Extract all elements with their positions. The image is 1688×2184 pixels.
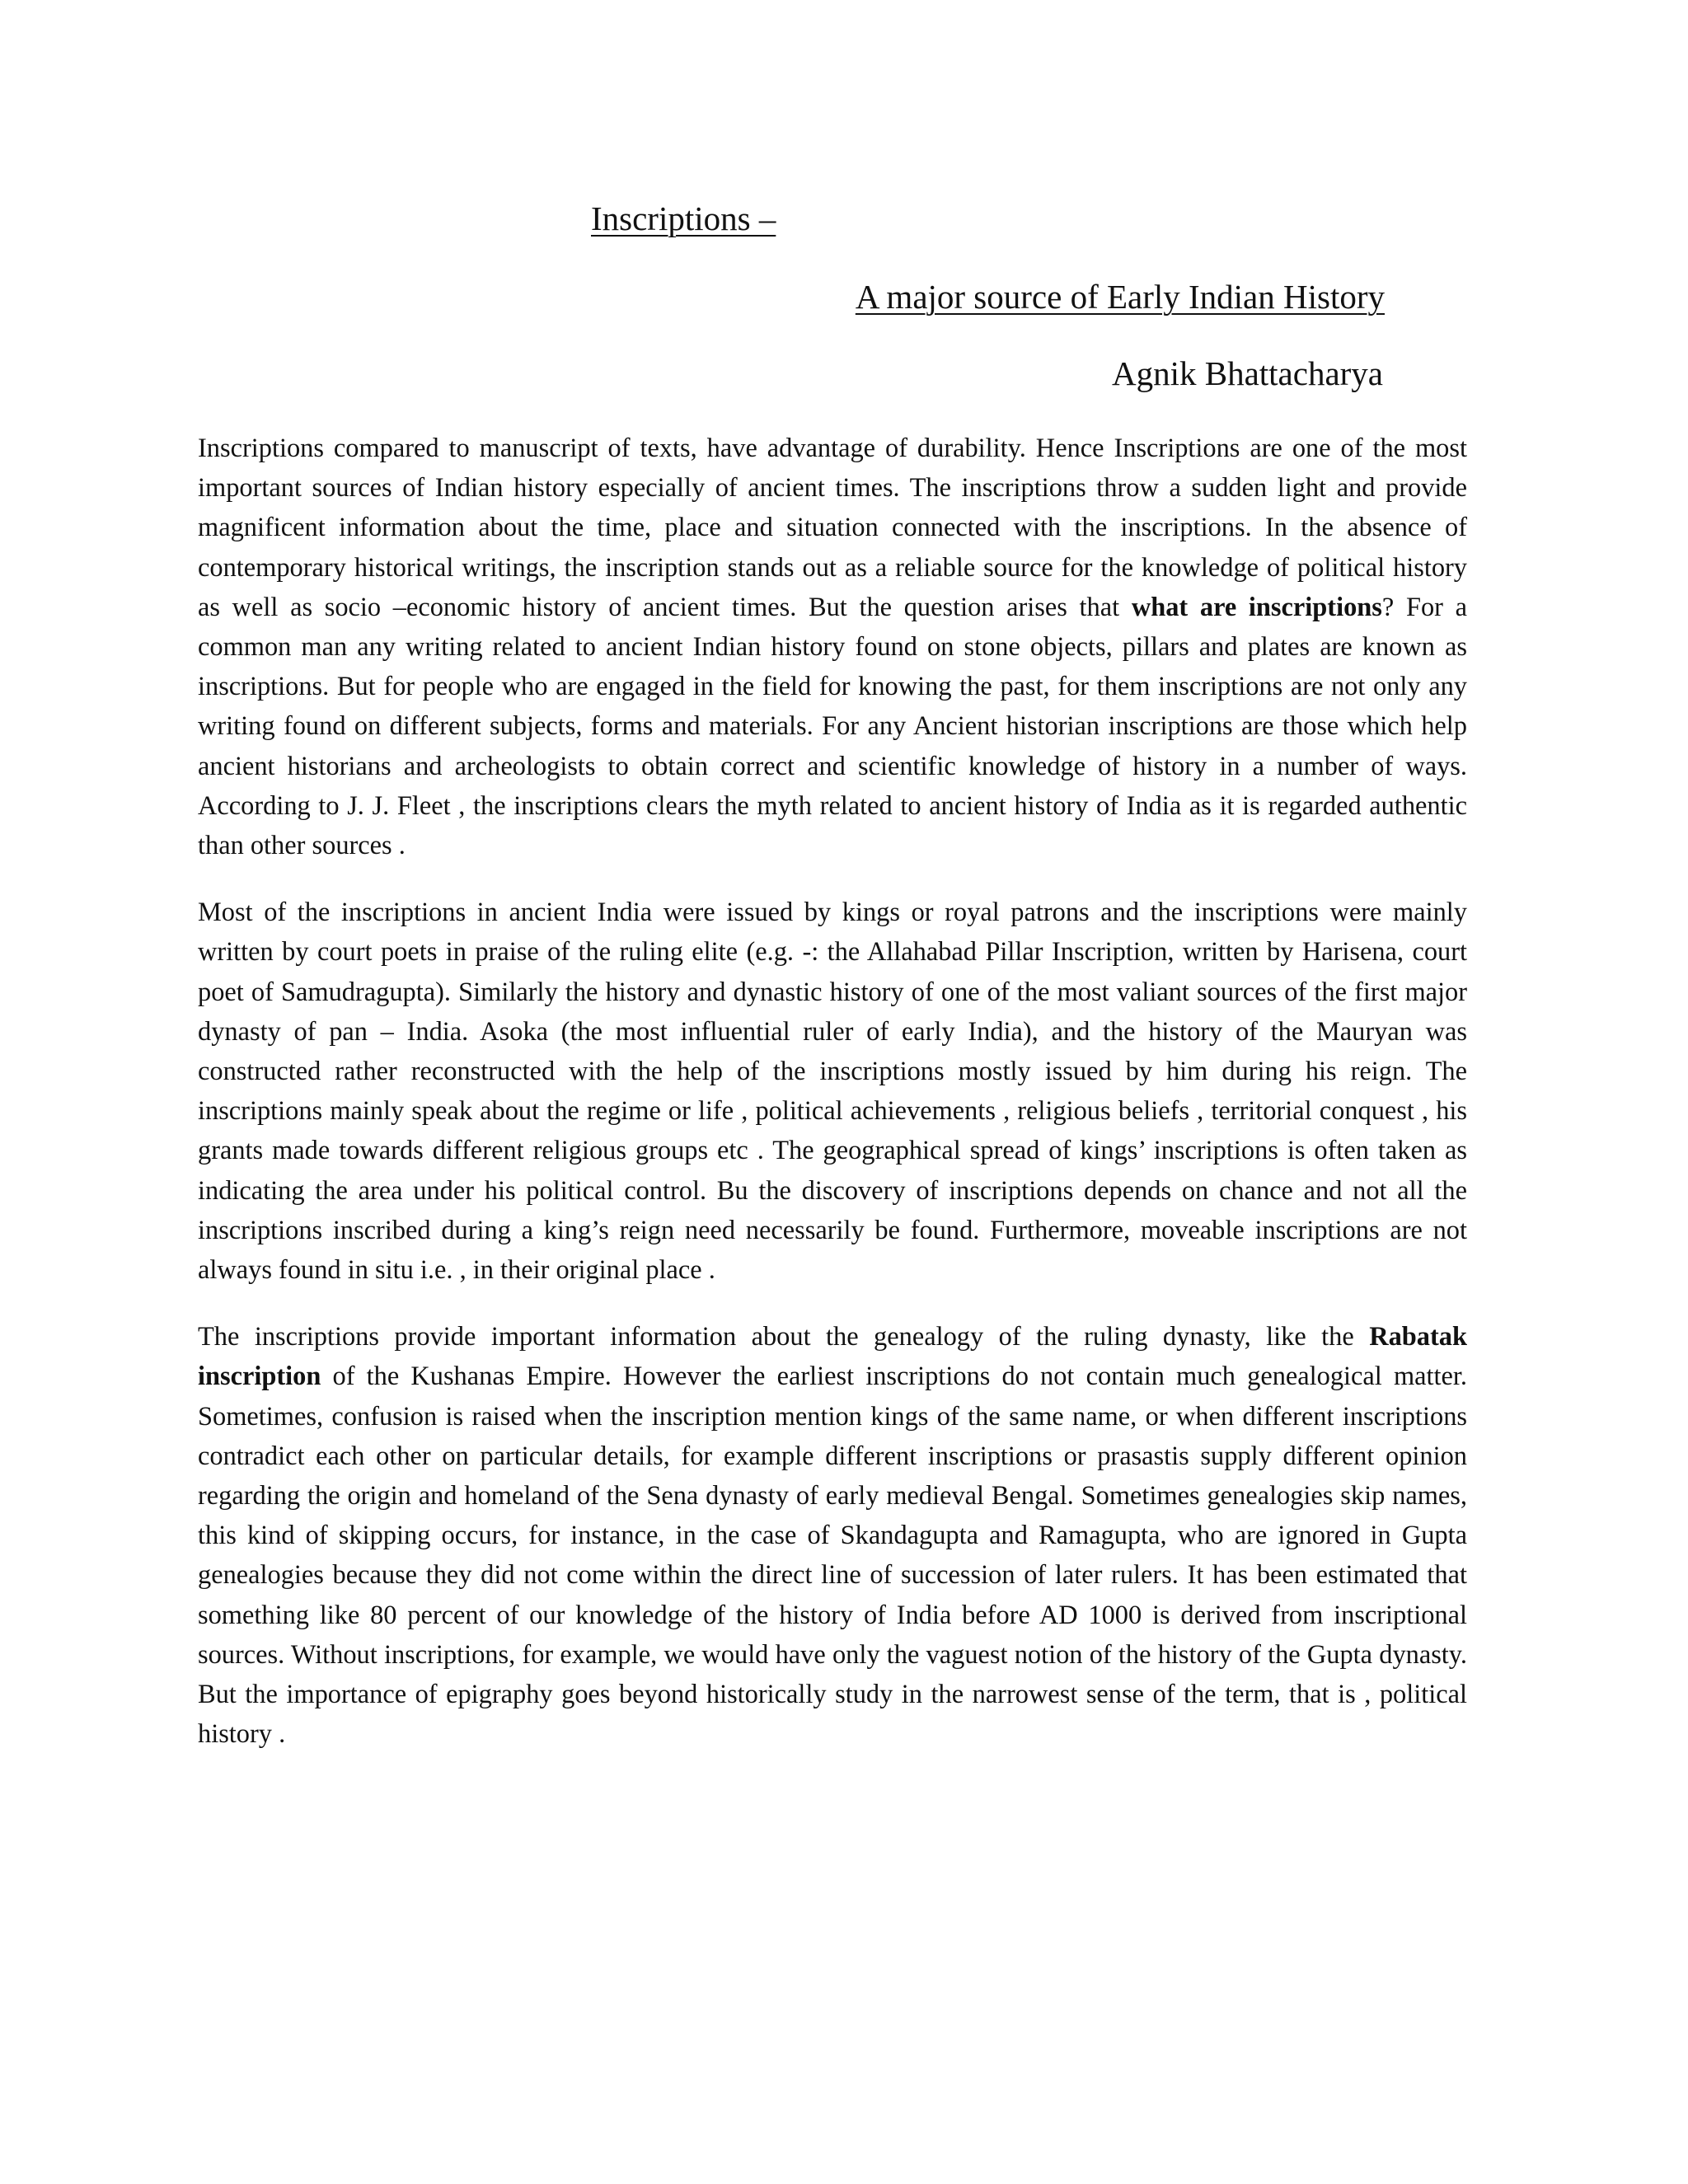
paragraph-1-text-c: ? For a common man any writing related to ancient Indian history found on stone objects, pillars and plates are known as inscriptions. But for people who are engaged in the field for knowing the past, for them inscriptions are not only any writing found on different subjects, forms and materials. For any Ancient historian inscriptions are those which help ancient historians and archeologists to obtain correct and scientific knowledge of history in a number of ways. According to J. J. Fleet , the inscriptions clears the myth related to ancient history of India as it is regarded authentic than other sources . bbox=[198, 592, 1467, 861]
paragraph-3-bold: Rabatak inscription bbox=[198, 1322, 1467, 1392]
paragraph-1-bold: what are inscriptions bbox=[1131, 592, 1382, 622]
title-line-2: A major source of Early Indian History bbox=[855, 278, 1385, 316]
title-line-1: Inscriptions – bbox=[591, 199, 776, 237]
paragraph-2: Most of the inscriptions in ancient India were issued by kings or royal patrons and the inscriptions were mainly written by court poets in praise of the ruling elite (e.g. -: the Allahabad Pillar Inscription, written by Harisena, court poet of Samudragupta). Similarly the history and dynastic history of one of the most valiant sources of the first major dynasty of pan – India. Asoka (the most influential ruler of early India), and the history of the Mauryan was constructed rather reconstructed with the help of the inscriptions mostly issued by him during his reign. The inscriptions mainly speak about the regime or life , political achievements , religious beliefs , territorial conquest , his grants made towards different religious groups etc . The geographical spread of kings’ inscriptions is often taken as indicating the area under his political control. Bu the discovery of inscriptions depends on chance and not all the inscriptions inscribed during a king’s reign need necessarily be found. Furthermore, moveable inscriptions are not always found in situ i.e. , in their original place . bbox=[198, 898, 1467, 1286]
author-name: Agnik Bhattacharya bbox=[1111, 354, 1383, 392]
paragraph-3 bbox=[198, 1317, 1467, 1754]
paragraph-3-text-a: The inscriptions provide important information about the genealogy of the ruling dynasty, like the bbox=[198, 1322, 1370, 1352]
paragraph-1 bbox=[198, 429, 1467, 865]
body-text bbox=[198, 429, 1467, 1782]
paragraph-1-text-a: Inscriptions compared to manuscript of texts, have advantage of durability. Hence Inscriptions are one of the most important sources of Indian history especially of ancient times. The inscriptions throw a sudden light and provide magnificent information about the time, place and situation connected with the inscriptions. In the absence of contemporary historical writings, the inscription stands out as a reliable source for the knowledge of political history as well as socio –economic history of ancient times. But the question arises that bbox=[198, 434, 1467, 622]
paragraph-3-text-c: of the Kushanas Empire. However the earliest inscriptions do not contain much genealogical matter. Sometimes, confusion is raised when the inscription mention kings of the same name, or when different inscriptions contradict each other on particular details, for example different inscriptions or prasastis supply different opinion regarding the origin and homeland of the Sena dynasty of early medieval Bengal. Sometimes genealogies skip names, this kind of skipping occurs, for instance, in the case of Skandagupta and Ramagupta, who are ignored in Gupta genealogies because they did not come within the direct line of succession of later rulers. It has been estimated that something like 80 percent of our knowledge of the history of India before AD 1000 is derived from inscriptional sources. Without inscriptions, for example, we would have only the vaguest notion of the history of the Gupta dynasty. But the importance of epigraphy goes beyond historically study in the narrowest sense of the term, that is , political history . bbox=[198, 1361, 1467, 1750]
